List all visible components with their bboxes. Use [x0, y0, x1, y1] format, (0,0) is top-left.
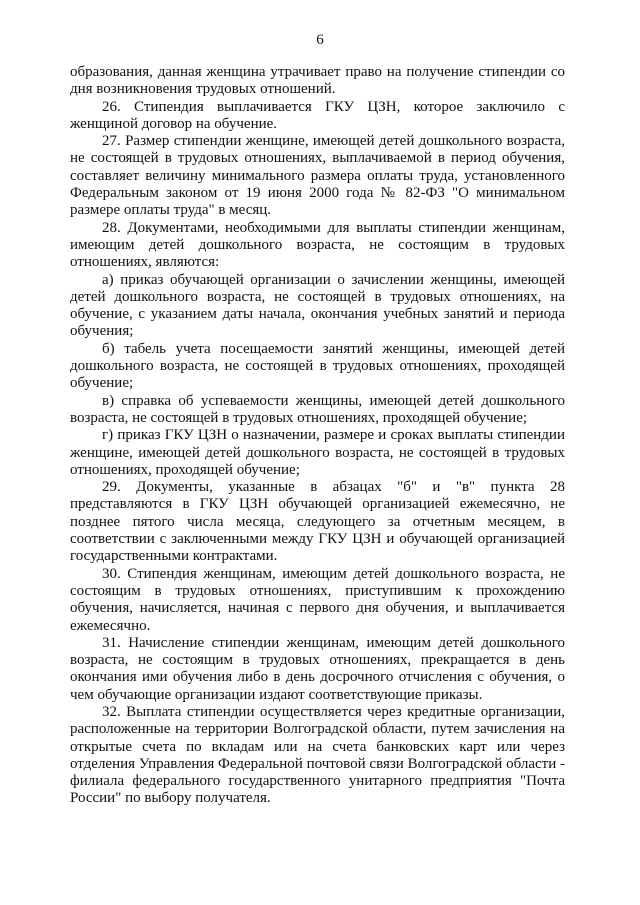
paragraph-27: 27. Размер стипендии женщине, имеющей детей дошкольного возраста, не состоящей в трудовых отношениях, выплачиваемой в период обучения, составляет величину минимального размера оплаты труда, установленного Федеральным законом от 19 июня 2000 года № 82-ФЗ "О минимальном размере оплаты труда" в месяц.	[70, 133, 565, 219]
paragraph-30: 30. Стипендия женщинам, имеющим детей дошкольного возраста, не состоящим в трудовых отношениях, приступившим к прохождению обучения, начисляется, начиная с первого дня обучения, и выплачивается ежемесячно.	[70, 565, 565, 634]
document-body	[70, 64, 565, 808]
paragraph-32: 32. Выплата стипендии осуществляется через кредитные организации, расположенные на территории Волгоградской области, путем зачисления на открытые счета по вкладам или на счета банковских карт или через отделения Управления Федеральной почтовой связи Волгоградской области - филиала федерального государственного унитарного предприятия "Почта России" по выбору получателя.	[70, 703, 565, 807]
paragraph-28-item-b: б) табель учета посещаемости занятий женщины, имеющей детей дошкольного возраста, не состоящей в трудовых отношениях, проходящей обучение;	[70, 340, 565, 392]
paragraph-29: 29. Документы, указанные в абзацах "б" и "в" пункта 28 представляются в ГКУ ЦЗН обучающей организацией ежемесячно, не позднее пятого числа месяца, следующего за отчетным месяцем, в соответствии с заключенными между ГКУ ЦЗН и обучающей организацией государственными контрактами.	[70, 479, 565, 565]
paragraph-28-item-v: в) справка об успеваемости женщины, имеющей детей дошкольного возраста, не состоящей в трудовых отношениях, проходящей обучение;	[70, 392, 565, 426]
paragraph-28: 28. Документами, необходимыми для выплаты стипендии женщинам, имеющим детей дошкольного возраста, не состоящим в трудовых отношениях, являются:	[70, 219, 565, 271]
paragraph-26: 26. Стипендия выплачивается ГКУ ЦЗН, которое заключило с женщиной договор на обучение.	[70, 98, 565, 132]
paragraph-31: 31. Начисление стипендии женщинам, имеющим детей дошкольного возраста, не состоящим в трудовых отношениях, прекращается в день окончания ими обучения либо в день досрочного отчисления с обучения, о чем обучающие организации издают соответствующие приказы.	[70, 634, 565, 703]
paragraph-28-item-a: а) приказ обучающей организации о зачислении женщины, имеющей детей дошкольного возраста, не состоящей в трудовых отношениях, на обучение, с указанием даты начала, окончания учебных занятий и периода обучения;	[70, 271, 565, 340]
page-number: 6	[316, 32, 324, 48]
paragraph-28-item-g: г) приказ ГКУ ЦЗН о назначении, размере и сроках выплаты стипендии женщине, имеющей детей дошкольного возраста, не состоящей в трудовых отношениях, проходящей обучение;	[70, 427, 565, 478]
paragraph-continuation: образования, данная женщина утрачивает право на получение стипендии со дня возникновения трудовых отношений.	[70, 64, 565, 98]
